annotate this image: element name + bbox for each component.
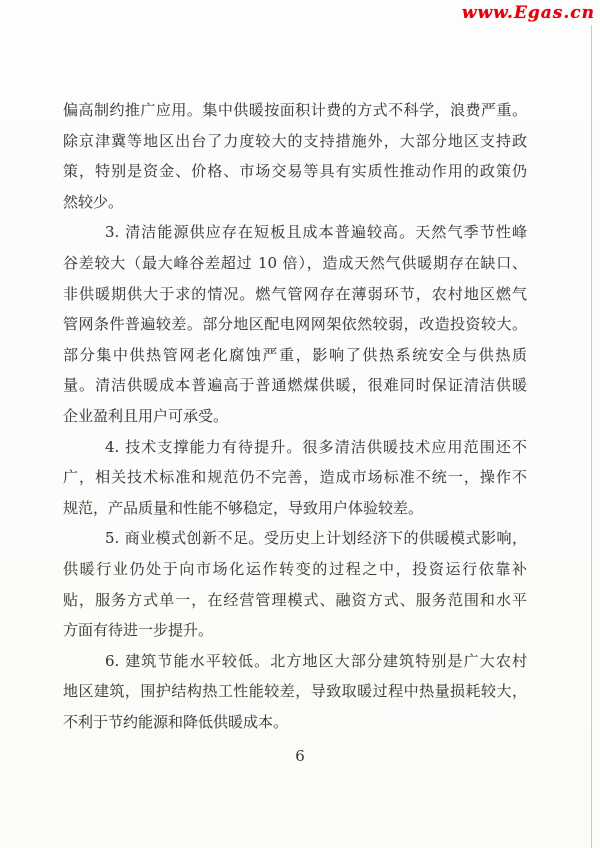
text-line: 地区建筑，围护结构热工性能较差，导致取暖过程中热量损耗较大， bbox=[63, 682, 527, 701]
text-line: 部分集中供热管网老化腐蚀严重，影响了供热系统安全与供热质 bbox=[63, 345, 527, 364]
text-line: 策，特别是资金、价格、市场交易等具有实质性推动作用的政策仍 bbox=[63, 162, 527, 181]
text-line: 偏高制约推广应用。集中供暖按面积计费的方式不科学，浪费严重。 bbox=[63, 101, 527, 119]
document-body bbox=[63, 95, 527, 737]
paragraph bbox=[63, 523, 527, 645]
text-line: 方面有待进一步提升。 bbox=[63, 621, 214, 640]
text-line: 3. 清洁能源供应存在短板且成本普遍较高。天然气季节性峰 bbox=[105, 223, 527, 242]
text-line: 管网条件普遍较差。部分地区配电网网架依然较弱，改造投资较大。 bbox=[63, 315, 527, 334]
text-line: 5. 商业模式创新不足。受历史上计划经济下的供暖模式影响， bbox=[105, 529, 527, 548]
text-line: 6. 建筑节能水平较低。北方地区大部分建筑特别是广大农村 bbox=[105, 651, 527, 670]
page-number: 6 bbox=[295, 747, 305, 765]
paragraph bbox=[63, 432, 527, 524]
text-line: 供暖行业仍处于向市场化运作转变的过程之中，投资运行依靠补 bbox=[63, 559, 527, 578]
watermark-text: www.Egas.cn bbox=[461, 3, 595, 23]
paragraph bbox=[63, 95, 527, 217]
text-line: 不利于节约能源和降低供暖成本。 bbox=[63, 712, 289, 731]
text-line: 谷差较大（最大峰谷差超过 10 倍），造成天然气供暖期存在缺口、 bbox=[63, 253, 527, 272]
text-line: 规范，产品质量和性能不够稳定，导致用户体验较差。 bbox=[63, 498, 424, 517]
text-line: 除京津冀等地区出台了力度较大的支持措施外，大部分地区支持政 bbox=[63, 131, 527, 150]
text-line: 非供暖期供大于求的情况。燃气管网存在薄弱环节，农村地区燃气 bbox=[63, 284, 527, 303]
text-line: 然较少。 bbox=[63, 192, 124, 211]
text-line: 量。清洁供暖成本普遍高于普通燃煤供暖，很难同时保证清洁供暖 bbox=[63, 376, 527, 395]
text-line: 广，相关技术标准和规范仍不完善，造成市场标准不统一，操作不 bbox=[63, 468, 527, 487]
text-line: 企业盈利且用户可承受。 bbox=[63, 406, 229, 425]
paragraph bbox=[63, 217, 527, 431]
text-line: 4. 技术支撑能力有待提升。很多清洁供暖技术应用范围还不 bbox=[105, 437, 527, 456]
paragraph bbox=[63, 646, 527, 738]
scan-edge-artifact-line bbox=[591, 25, 592, 848]
text-line: 贴，服务方式单一，在经营管理模式、融资方式、服务范围和水平 bbox=[63, 590, 527, 609]
